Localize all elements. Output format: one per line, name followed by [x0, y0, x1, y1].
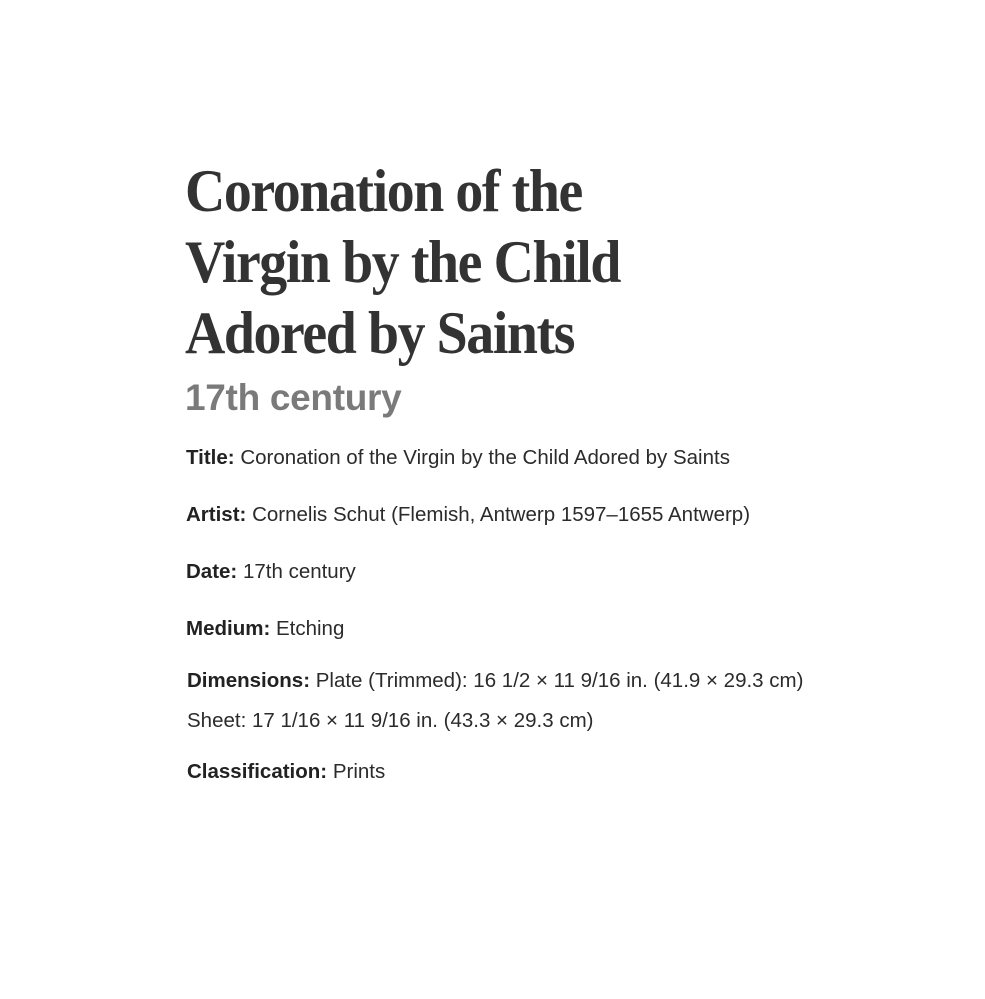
detail-row-title: [186, 443, 905, 472]
detail-label-date: Date:: [186, 560, 238, 583]
tombstone-details: [185, 443, 905, 786]
detail-value-date: 17th century: [242, 560, 356, 583]
detail-value-medium: Etching: [275, 617, 345, 640]
detail-row-classification: [187, 757, 905, 786]
artwork-title: Coronation of the Virgin by the Child Adored by Saints: [185, 158, 620, 366]
artwork-details-panel: [185, 156, 905, 814]
detail-label-dimensions: Dimensions:: [187, 669, 311, 692]
detail-label-artist: Artist:: [186, 503, 247, 526]
detail-value-dimensions-plate: Plate (Trimmed): 16 1/2 × 11 9/16 in. (41.9 × 29.3 cm): [315, 669, 804, 692]
detail-row-artist: [186, 500, 905, 529]
detail-value-title: Coronation of the Virgin by the Child Adored by Saints: [240, 446, 730, 469]
artwork-date-heading: 17th century: [185, 377, 402, 418]
detail-value-artist: Cornelis Schut (Flemish, Antwerp 1597–1655 Antwerp): [252, 503, 751, 526]
detail-label-medium: Medium:: [186, 617, 271, 640]
detail-row-medium: [186, 614, 905, 643]
detail-row-dimensions: [187, 661, 905, 741]
detail-value-dimensions-sheet: Sheet: 17 1/16 × 11 9/16 in. (43.3 × 29.3 cm): [187, 709, 594, 732]
detail-row-date: [186, 557, 905, 586]
detail-label-title: Title:: [186, 446, 235, 469]
detail-label-classification: Classification:: [187, 760, 328, 783]
detail-value-classification: Prints: [332, 760, 386, 783]
